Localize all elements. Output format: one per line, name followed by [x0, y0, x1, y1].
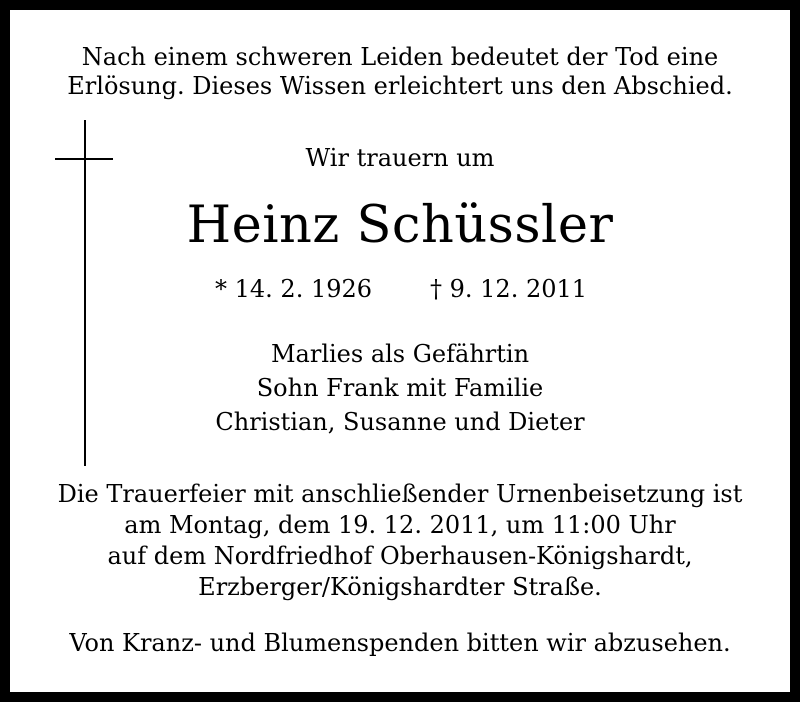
intro-line-1: Nach einem schweren Leiden bedeutet der Tod eine [81, 43, 719, 71]
mourning-line: Wir trauern um [305, 144, 495, 172]
service-line-1: Die Trauerfeier mit anschließender Urnenbeisetzung ist [57, 480, 743, 508]
family-line-1: Marlies als Gefährtin [270, 340, 530, 368]
family-line-2: Sohn Frank mit Familie [256, 374, 544, 402]
deceased-name: Heinz Schüssler [186, 196, 614, 255]
death-date: † 9. 12. 2011 [430, 275, 588, 303]
service-line-2: am Montag, dem 19. 12. 2011, um 11:00 Uhr [124, 511, 676, 539]
life-dates [10, 275, 790, 305]
birth-date: * 14. 2. 1926 [215, 275, 373, 303]
service-line-4: Erzberger/Königshardter Straße. [198, 573, 602, 601]
closing-line: Von Kranz- und Blumenspenden bitten wir abzusehen. [69, 629, 731, 657]
family-line-3: Christian, Susanne und Dieter [215, 408, 585, 436]
service-line-3: auf dem Nordfriedhof Oberhausen-Königshardt, [107, 542, 693, 570]
intro-line-2: Erlösung. Dieses Wissen erleichtert uns den Abschied. [67, 72, 733, 100]
